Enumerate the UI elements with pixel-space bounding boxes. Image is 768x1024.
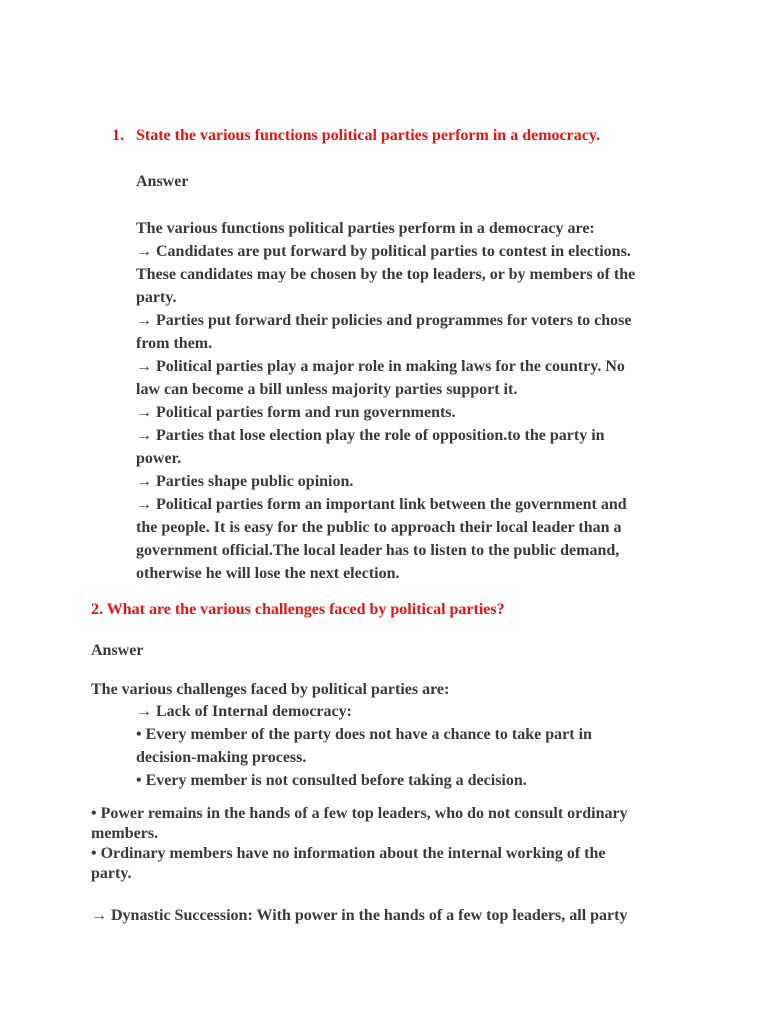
- answer-2-indented-list: [136, 700, 696, 792]
- answer-2-last-line: → Dynastic Succession: With power in the hands of a few top leaders, all party: [91, 907, 628, 924]
- answer-1-line: → Political parties play a major role in making laws for the country. No: [136, 358, 625, 375]
- answer-2-indented-line: → Lack of Internal democracy:: [136, 703, 352, 720]
- answer-2-line: members.: [91, 825, 159, 842]
- answer-2-intro: The various challenges faced by political parties are:: [91, 681, 450, 698]
- answer-1-line: → Parties shape public opinion.: [136, 473, 354, 490]
- answer-1-line: power.: [136, 450, 182, 467]
- answer-1-line: → Parties that lose election play the role of opposition.to the party in: [136, 427, 605, 444]
- question-1-number: 1.: [112, 127, 124, 144]
- answer-2-indented-line: • Every member of the party does not have a chance to take part in: [136, 726, 592, 743]
- question-2-heading: 2. What are the various challenges faced by political parties?: [91, 601, 505, 618]
- answer-1-line: These candidates may be chosen by the top leaders, or by members of the: [136, 266, 636, 283]
- answer-2-line: • Ordinary members have no information about the internal working of the: [91, 845, 606, 862]
- answer-2-label: Answer: [91, 642, 144, 659]
- answer-1-line: government official.The local leader has to listen to the public demand,: [136, 542, 620, 559]
- answer-1-line: The various functions political parties perform in a democracy are:: [136, 220, 595, 237]
- answer-1-line: law can become a bill unless majority parties support it.: [136, 381, 518, 398]
- answer-1-label: Answer: [136, 173, 189, 190]
- answer-2-indented-line: • Every member is not consulted before taking a decision.: [136, 772, 527, 789]
- answer-1-line: → Parties put forward their policies and programmes for voters to chose: [136, 312, 632, 329]
- answer-2-line: party.: [91, 865, 132, 882]
- answer-1-line: → Political parties form and run governments.: [136, 404, 456, 421]
- answer-1-line: → Candidates are put forward by political parties to contest in elections.: [136, 243, 631, 260]
- answer-1-line: the people. It is easy for the public to approach their local leader than a: [136, 519, 622, 536]
- answer-2-indented-line: decision-making process.: [136, 749, 307, 766]
- answer-1-line: party.: [136, 289, 177, 306]
- answer-2-line: • Power remains in the hands of a few top leaders, who do not consult ordinary: [91, 805, 628, 822]
- answer-1-line: from them.: [136, 335, 213, 352]
- answer-2-body: [91, 804, 691, 884]
- answer-1-body: [136, 217, 696, 585]
- answer-1-line: otherwise he will lose the next election.: [136, 565, 400, 582]
- answer-1-line: → Political parties form an important link between the government and: [136, 496, 627, 513]
- question-1-text: State the various functions political parties perform in a democracy.: [136, 127, 600, 144]
- question-1-heading: [112, 126, 732, 146]
